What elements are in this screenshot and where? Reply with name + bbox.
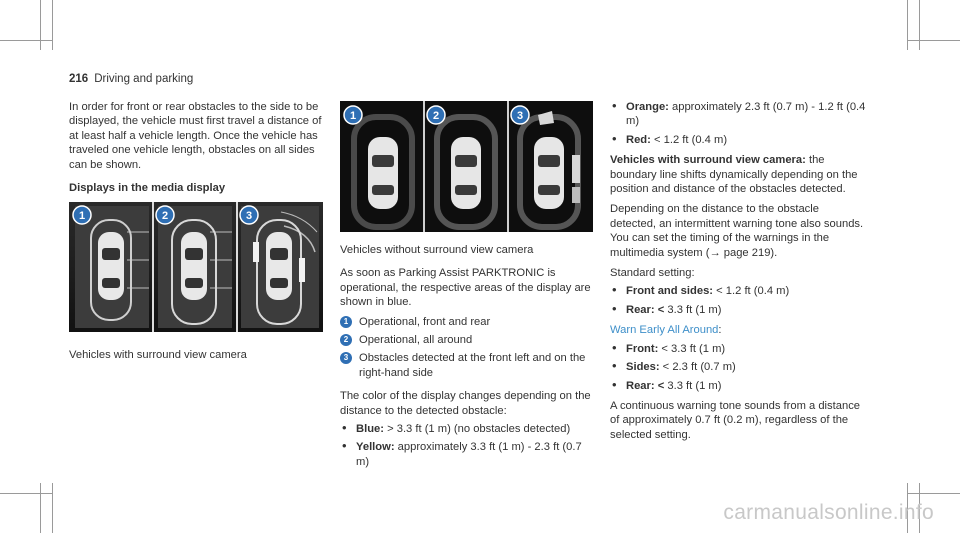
warn-early-colon: : [718,324,722,337]
callout-3 [511,106,529,124]
callout-3-label: 3 [516,110,524,122]
intro-paragraph: In order for front or rear obstacles to the side to be displayed, the vehicle must first travel a distance of at least half a vehicle length. Once the vehicle has traveled one vehicle length, obstacles on all sides can be shown. [69,101,322,171]
watermark: carmanualsonline.info [723,501,934,524]
right-column [610,100,868,451]
bullet-label: Blue: [356,423,384,436]
bullet-text: approximately 3.3 ft (1 m) - 2.3 ft (0.7 m) [356,441,582,468]
bullet-label: Front: [626,342,659,355]
continuous-tone-paragraph: A continuous warning tone sounds from a distance of approximately 0.7 ft (0.2 m), regardless of the selected setting. [610,399,861,441]
left-column [69,100,325,204]
middle-column [340,243,595,473]
item-text: Operational, front and rear [359,315,491,328]
item-badge: 3 [340,352,352,364]
crop-mark [907,0,908,50]
timing-paragraph: Depending on the distance to the obstacle detected, an intermittent warning tone also sounds. You can set the timing of the warnings in the multimedia system (→ page 219). [610,203,864,259]
page-number: 216 [69,73,89,85]
crop-mark [907,493,960,494]
standard-setting-label: Standard setting: [610,267,695,280]
surround-view-figure [69,202,323,332]
crop-mark [0,40,52,41]
callout-1-label: 1 [78,210,86,222]
bullet-label: Front and sides: [626,285,714,298]
numbered-item [340,351,595,380]
panel-1 [75,206,149,328]
item-badge: 2 [340,334,352,346]
bullet-label: Rear: < [626,303,665,316]
warn-early-setting: Warn Early All Around [610,324,719,337]
bullet-text: 3.3 ft (1 m) [664,303,722,316]
item-text: Obstacles detected at the front left and on the right-hand side [359,352,586,379]
crop-mark [40,0,41,50]
callout-2 [427,106,445,124]
parktronic-paragraph: As soon as Parking Assist PARKTRONIC is operational, the respective areas of the display are shown in blue. [340,267,591,309]
bullet-text: < 1.2 ft (0.4 m) [650,133,728,146]
bullet-item [610,360,868,374]
crop-mark [0,493,52,494]
bullet-text: approximately 2.3 ft (0.7 m) - 1.2 ft (0.4 m) [626,101,866,128]
crop-mark [907,40,960,41]
bullet-label: Orange: [626,101,669,113]
bullet-item [610,342,868,356]
bullet-item [610,100,868,129]
callout-1 [73,206,91,224]
numbered-item [340,333,595,347]
bullet-label: Sides: [626,361,660,374]
camera-text: the boundary line shifts dynamically depending on the position and distance of the obstacles detected. [610,154,858,196]
item-text: Operational, all around [359,334,473,347]
callout-3 [240,206,258,224]
bullet-item [610,303,868,317]
bullet-text: 3.3 ft (1 m) [664,379,722,392]
bullet-item [610,284,868,298]
numbered-item [340,315,595,329]
crop-mark [52,483,53,533]
bullet-label: Yellow: [356,441,395,454]
callout-1-label: 1 [349,110,357,122]
panel-2 [158,206,232,328]
section-title: Driving and parking [94,73,194,85]
bullet-text: > 3.3 ft (1 m) (no obstacles detected) [383,423,571,436]
bullet-text: < 1.2 ft (0.4 m) [713,285,790,298]
middle-figure-caption: Vehicles without surround view camera [340,244,534,256]
panel-3 [241,206,319,328]
crop-mark [40,483,41,533]
color-paragraph: The color of the display changes depending on the distance to the detected obstacle: [340,390,591,417]
callout-2-label: 2 [161,210,169,222]
bullet-label: Red: [626,133,651,146]
callout-2 [156,206,174,224]
bullet-item [340,422,595,436]
no-camera-illustration [340,101,593,232]
callout-1 [344,106,362,124]
item-badge: 1 [340,316,352,328]
bullet-text: < 2.3 ft (0.7 m) [659,361,736,374]
crop-mark [919,0,920,50]
left-figure-caption: Vehicles with surround view camera [69,349,247,361]
callout-2-label: 2 [432,110,440,122]
media-display-heading: Displays in the media display [69,182,226,195]
bullet-item [340,440,595,469]
callout-3-label: 3 [245,210,253,222]
warn-early-line [610,323,868,337]
page-header [69,73,193,85]
bullet-item [610,133,868,147]
bullet-item [610,379,868,393]
bullet-label: Rear: < [626,379,665,392]
no-camera-figure [340,101,593,232]
surround-view-illustration [69,202,323,332]
crop-mark [52,0,53,50]
bullet-text: < 3.3 ft (1 m) [658,342,726,355]
camera-paragraph [610,153,868,196]
left-caption-block [69,342,325,371]
camera-label: Vehicles with surround view camera: [610,154,806,167]
